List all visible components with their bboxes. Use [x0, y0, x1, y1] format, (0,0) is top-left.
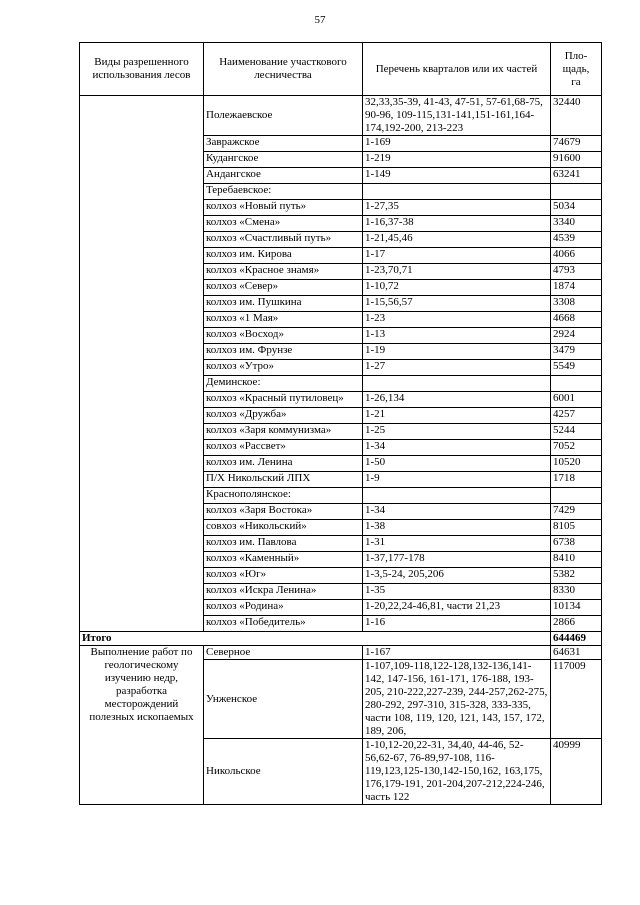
quarters-list: 1-15,56,57 — [363, 296, 551, 312]
area-value: 64631 — [551, 646, 602, 660]
forestry-name: колхоз «Юг» — [204, 568, 363, 584]
quarters-list: 1-219 — [363, 152, 551, 168]
page-number: 57 — [314, 14, 326, 26]
forestry-name: Краснополянское: — [204, 488, 363, 504]
forestry-name: Полежаевское — [204, 96, 363, 136]
forestry-name: колхоз «1 Мая» — [204, 312, 363, 328]
forestry-name: Никольское — [204, 739, 363, 805]
area-value — [551, 488, 602, 504]
area-value: 5244 — [551, 424, 602, 440]
forestry-name: П/Х Никольский ЛПХ — [204, 472, 363, 488]
area-value: 91600 — [551, 152, 602, 168]
forestry-name: колхоз «Искра Ленина» — [204, 584, 363, 600]
quarters-list: 1-25 — [363, 424, 551, 440]
area-value: 117009 — [551, 660, 602, 739]
quarters-list: 1-16 — [363, 616, 551, 632]
quarters-list: 1-169 — [363, 136, 551, 152]
total-area: 644469 — [551, 632, 602, 646]
header-area-line: Пло- — [564, 49, 588, 62]
forestry-name: колхоз «Утро» — [204, 360, 363, 376]
table-row — [80, 96, 602, 136]
quarters-list — [363, 184, 551, 200]
quarters-list: 1-19 — [363, 344, 551, 360]
use-type-cell — [80, 96, 204, 632]
quarters-list: 1-27,35 — [363, 200, 551, 216]
quarters-list: 1-10,12-20,22-31, 34,40, 44-46, 52-56,62-67, 76-89,97-108, 116-119,123,125-130,142-150,162, 163,175, 176,179-191, 201-204,207-212,224-246, часть 122 — [363, 739, 551, 805]
area-value: 63241 — [551, 168, 602, 184]
forestry-name: Кудангское — [204, 152, 363, 168]
quarters-list: 1-50 — [363, 456, 551, 472]
quarters-list: 1-35 — [363, 584, 551, 600]
area-value — [551, 376, 602, 392]
total-row — [80, 632, 602, 646]
quarters-list: 1-16,37-38 — [363, 216, 551, 232]
forestry-name: колхоз «Север» — [204, 280, 363, 296]
area-value: 4066 — [551, 248, 602, 264]
forestry-name: колхоз им. Пушкина — [204, 296, 363, 312]
quarters-list: 1-38 — [363, 520, 551, 536]
header-use-type: Виды разрешенного использования лесов — [80, 43, 204, 96]
area-value: 8105 — [551, 520, 602, 536]
header-forestry: Наименование участкового лесничества — [204, 43, 363, 96]
header-area — [551, 43, 602, 96]
forestry-name: Унженское — [204, 660, 363, 739]
quarters-list: 1-20,22,24-46,81, части 21,23 — [363, 600, 551, 616]
area-value: 7429 — [551, 504, 602, 520]
forestry-name: совхоз «Никольский» — [204, 520, 363, 536]
forestry-name: колхоз «Каменный» — [204, 552, 363, 568]
area-value: 2866 — [551, 616, 602, 632]
quarters-list: 1-13 — [363, 328, 551, 344]
forestry-name: колхоз «Родина» — [204, 600, 363, 616]
forestry-name: колхоз им. Кирова — [204, 248, 363, 264]
forestry-name: колхоз «Рассвет» — [204, 440, 363, 456]
forestry-name: Завражское — [204, 136, 363, 152]
quarters-list: 1-107,109-118,122-128,132-136,141-142, 147-156, 161-171, 176-188, 193-205, 210-222,227-239, 244-257,262-275, 280-292, 297-310, 315-328, 333-335, части 108, 119, 120, 121, 143, 157, 172, 189, 206, — [363, 660, 551, 739]
quarters-list: 1-23 — [363, 312, 551, 328]
forestry-name: колхоз «Восход» — [204, 328, 363, 344]
area-value: 40999 — [551, 739, 602, 805]
area-value: 74679 — [551, 136, 602, 152]
forestry-name: колхоз «Красный путиловец» — [204, 392, 363, 408]
header-area-line: га — [571, 75, 581, 88]
area-value: 6001 — [551, 392, 602, 408]
forestry-name: колхоз «Заря Востока» — [204, 504, 363, 520]
forestry-name: колхоз «Красное знамя» — [204, 264, 363, 280]
forestry-name: Андангское — [204, 168, 363, 184]
area-value: 4793 — [551, 264, 602, 280]
quarters-list: 1-31 — [363, 536, 551, 552]
area-value: 4668 — [551, 312, 602, 328]
forestry-name: колхоз «Победитель» — [204, 616, 363, 632]
area-value: 5382 — [551, 568, 602, 584]
area-value: 5549 — [551, 360, 602, 376]
header-quarters: Перечень кварталов или их частей — [363, 43, 551, 96]
quarters-list — [363, 376, 551, 392]
quarters-list: 1-26,134 — [363, 392, 551, 408]
area-value: 3340 — [551, 216, 602, 232]
forestry-name: колхоз «Заря коммунизма» — [204, 424, 363, 440]
quarters-list: 1-34 — [363, 504, 551, 520]
area-value: 6738 — [551, 536, 602, 552]
quarters-list: 1-21 — [363, 408, 551, 424]
forestry-name: колхоз «Дружба» — [204, 408, 363, 424]
area-value: 8410 — [551, 552, 602, 568]
forestry-name: Деминское: — [204, 376, 363, 392]
area-value: 4257 — [551, 408, 602, 424]
quarters-list: 1-10,72 — [363, 280, 551, 296]
table-header-row — [80, 43, 602, 96]
area-value: 8330 — [551, 584, 602, 600]
area-value: 7052 — [551, 440, 602, 456]
quarters-list: 1-3,5-24, 205,206 — [363, 568, 551, 584]
area-value — [551, 184, 602, 200]
quarters-list: 1-34 — [363, 440, 551, 456]
quarters-list: 32,33,35-39, 41-43, 47-51, 57-61,68-75, 90-96, 109-115,131-141,151-161,164-174,192-200, 213-223 — [363, 96, 551, 136]
forestry-name: Теребаевское: — [204, 184, 363, 200]
area-value: 32440 — [551, 96, 602, 136]
quarters-list: 1-23,70,71 — [363, 264, 551, 280]
forestry-name: колхоз «Смена» — [204, 216, 363, 232]
forestry-name: колхоз им. Ленина — [204, 456, 363, 472]
table-row — [80, 646, 602, 660]
quarters-list: 1-9 — [363, 472, 551, 488]
forest-use-table — [79, 42, 602, 805]
quarters-list — [363, 488, 551, 504]
area-value: 1718 — [551, 472, 602, 488]
quarters-list: 1-21,45,46 — [363, 232, 551, 248]
area-value: 3479 — [551, 344, 602, 360]
area-value: 10520 — [551, 456, 602, 472]
area-value: 2924 — [551, 328, 602, 344]
area-value: 5034 — [551, 200, 602, 216]
header-area-line: щадь, — [562, 62, 590, 75]
forestry-name: Северное — [204, 646, 363, 660]
use-type-cell: Выполнение работ по геологическому изучению недр, разработка месторождений полезных ископаемых — [80, 646, 204, 805]
forestry-name: колхоз им. Павлова — [204, 536, 363, 552]
quarters-list: 1-167 — [363, 646, 551, 660]
quarters-list: 1-37,177-178 — [363, 552, 551, 568]
forestry-name: колхоз «Счастливый путь» — [204, 232, 363, 248]
quarters-list: 1-17 — [363, 248, 551, 264]
area-value: 1874 — [551, 280, 602, 296]
area-value: 3308 — [551, 296, 602, 312]
total-label: Итого — [80, 632, 551, 646]
quarters-list: 1-149 — [363, 168, 551, 184]
quarters-list: 1-27 — [363, 360, 551, 376]
area-value: 4539 — [551, 232, 602, 248]
forestry-name: колхоз им. Фрунзе — [204, 344, 363, 360]
area-value: 10134 — [551, 600, 602, 616]
forestry-name: колхоз «Новый путь» — [204, 200, 363, 216]
